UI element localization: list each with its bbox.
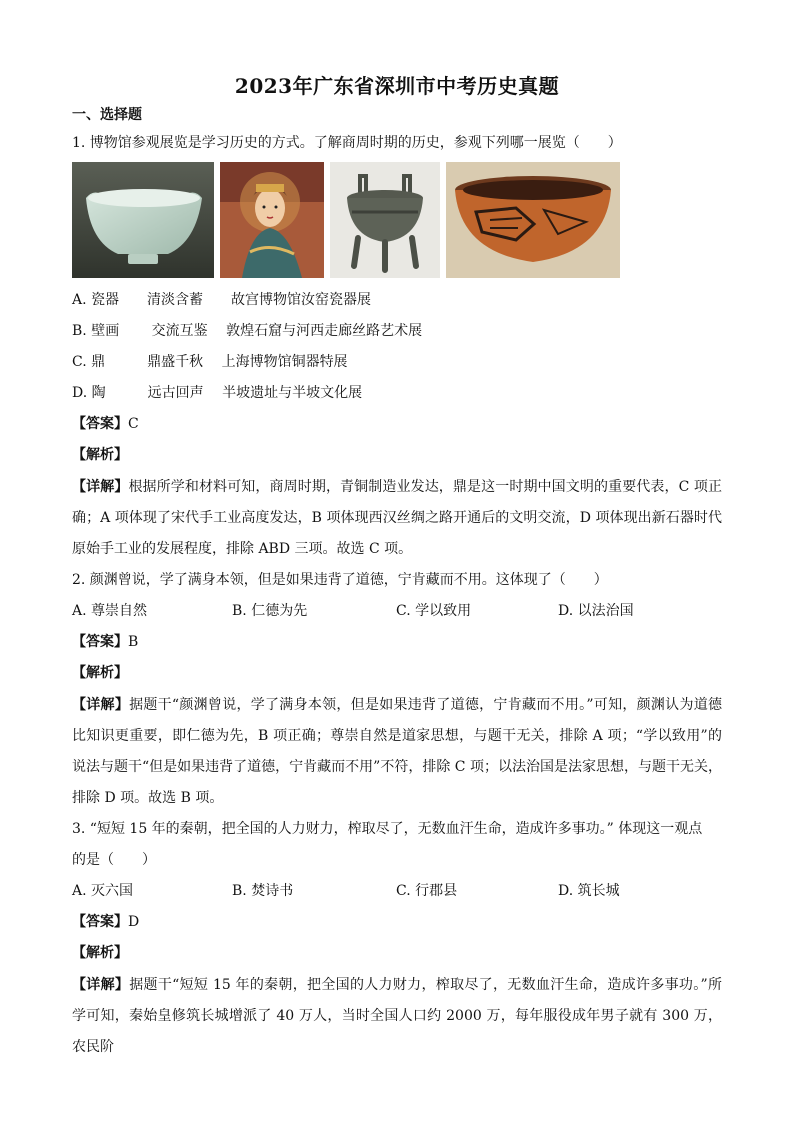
bowl-image xyxy=(72,162,214,278)
question-2-analysis-tag: 【解析】 xyxy=(72,665,128,681)
question-3-analysis-tag: 【解析】 xyxy=(72,945,128,961)
answer-tag: 【答案】 xyxy=(72,634,128,650)
answer-value: D xyxy=(128,914,140,930)
question-3-stem-line-1: 3. “短短 15 年的秦朝，把全国的人力财力，榨取尽了，无数血汗生命，造成许多事功。” 体现这一观点 xyxy=(72,821,703,837)
question-3-detail xyxy=(72,970,722,1063)
question-2-answer xyxy=(72,632,138,652)
question-1-option-d: D. 陶 远古回声 半坡遗址与半坡文化展 xyxy=(72,385,363,401)
question-3-stem-line-2: 的是（ ） xyxy=(72,852,156,868)
detail-text: 据题干“短短 15 年的秦朝，把全国的人力财力，榨取尽了，无数血汗生命，造成许多事功。”所学可知，秦始皇修筑长城增派了 40 万人，当时全国人口约 2000 万，每年服役成年男子就有 300 万，农民阶 xyxy=(72,977,722,1055)
question-3-option-b: B. 焚诗书 xyxy=(232,883,294,899)
section-heading: 一、选择题 xyxy=(72,107,142,123)
question-2-option-a: A. 尊崇自然 xyxy=(72,603,148,619)
question-2-detail xyxy=(72,690,722,814)
question-3-option-a: A. 灭六国 xyxy=(72,883,134,899)
detail-text: 根据所学和材料可知，商周时期，青铜制造业发达，鼎是这一时期中国文明的重要代表，C 项正确；A 项体现了宋代手工业高度发达，B 项体现西汉丝绸之路开通后的文明交流，D 项体现出新石器时代原始手工业的发展程度，排除 ABD 三项。故选 C 项。 xyxy=(72,479,722,557)
answer-value: C xyxy=(128,416,139,432)
answer-value: B xyxy=(128,634,139,650)
question-2-option-c: C. 学以致用 xyxy=(396,603,472,619)
question-1-detail xyxy=(72,472,722,565)
detail-tag: 【详解】 xyxy=(72,977,130,993)
question-1-option-c: C. 鼎 鼎盛千秋 上海博物馆铜器特展 xyxy=(72,354,348,370)
question-1-analysis-tag: 【解析】 xyxy=(72,447,128,463)
question-1-option-b: B. 壁画 交流互鉴 敦煌石窟与河西走廊丝路艺术展 xyxy=(72,323,423,339)
question-2-option-b: B. 仁德为先 xyxy=(232,603,308,619)
detail-text: 据题干“颜渊曾说，学了满身本领，但是如果违背了道德，宁肯藏而不用。”可知，颜渊认为道德比知识更重要，即仁德为先，B 项正确；尊崇自然是道家思想，与题干无关，排除 A 项；“学以致用”的说法与题干“但是如果违背了道德，宁肯藏而不用”不符，排除 C 项；以法治国是法家思想，与题干无关，排除 D 项。故选 B 项。 xyxy=(72,697,723,806)
question-1-option-a: A. 瓷器 清淡含蓄 故宫博物馆汝窑瓷器展 xyxy=(72,292,372,308)
detail-tag: 【详解】 xyxy=(72,479,129,495)
answer-tag: 【答案】 xyxy=(72,914,128,930)
question-3-answer xyxy=(72,912,139,932)
question-3-option-d: D. 筑长城 xyxy=(558,883,620,899)
mural-image xyxy=(220,162,324,278)
detail-tag: 【详解】 xyxy=(72,697,130,713)
ding-image xyxy=(330,162,440,278)
pottery-image xyxy=(446,162,620,278)
question-2-stem: 2. 颜渊曾说，学了满身本领，但是如果违背了道德，宁肯藏而不用。这体现了（ ） xyxy=(72,572,608,588)
page-title: 2023年广东省深圳市中考历史真题 xyxy=(234,74,560,98)
question-3-option-c: C. 行郡县 xyxy=(396,883,458,899)
question-2-option-d: D. 以法治国 xyxy=(558,603,634,619)
answer-tag: 【答案】 xyxy=(72,416,128,432)
question-1-stem: 1. 博物馆参观展览是学习历史的方式。了解商周时期的历史，参观下列哪一展览（ ） xyxy=(72,135,622,151)
question-1-answer xyxy=(72,414,139,434)
